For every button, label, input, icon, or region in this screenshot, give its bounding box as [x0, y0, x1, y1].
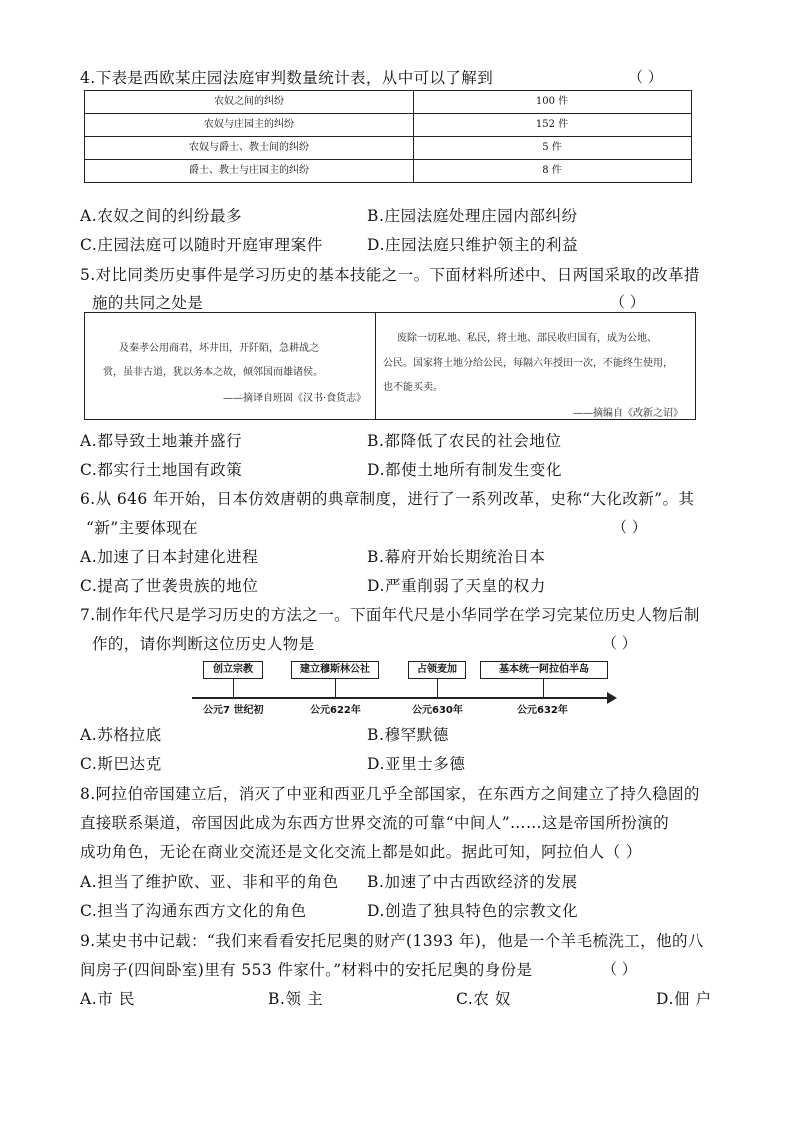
timeline-date: 公元630年 — [412, 705, 463, 716]
q6-answer-paren: （ ） — [612, 518, 647, 536]
timeline-event: 占领麦加 — [408, 661, 466, 679]
q5-option-c: C.都实行土地国有政策 — [80, 461, 243, 479]
q5-stem-line1: 5.对比同类历史事件是学习历史的基本技能之一。下面材料所述中、日两国采取的改革措 — [80, 266, 700, 284]
table-row — [85, 160, 691, 183]
table-cell-count: 5 件 — [542, 142, 562, 153]
q8-option-a: A.担当了维护欧、亚、非和平的角色 — [80, 873, 339, 891]
timeline-date: 公元7 世纪初 — [203, 705, 264, 716]
table-cell-count: 152 件 — [535, 119, 569, 130]
q4-option-b: B.庄园法庭处理庄园内部纠纷 — [367, 207, 578, 225]
q9-option-d: D.佃 户 — [656, 990, 712, 1008]
q5-stem-line2: 施的共同之处是 — [92, 294, 204, 312]
material-right-source: ——摘编自《改新之诏》 — [573, 408, 683, 419]
q9-option-c: C.农 奴 — [456, 990, 512, 1008]
material-right-line2: 公民。国家将土地分给公民，每隔六年授田一次，不能终生使用， — [383, 358, 673, 369]
q6-stem-line1: 6.从 646 年开始，日本仿效唐朝的典章制度，进行了一系列改革，史称“大化改新”。其 — [80, 490, 695, 508]
timeline-connector — [437, 679, 438, 697]
q5-material-box — [84, 312, 696, 420]
table-row — [85, 114, 691, 137]
timeline-arrow-icon — [607, 692, 617, 704]
material-left-source: ——摘译自班固《汉书·食货志》 — [223, 393, 367, 404]
q8-stem-line3: 成功角色，无论在商业交流还是文化交流上都是如此。据此可知，阿拉伯人（ ） — [80, 843, 642, 861]
q9-stem-line2: 间房子(四间卧室)里有 553 件家什。”材料中的安托尼奥的身份是 — [80, 961, 533, 979]
timeline-event: 创立宗教 — [203, 661, 263, 679]
q7-option-d: D.亚里士多德 — [367, 755, 466, 773]
q8-option-b: B.加速了中古西欧经济的发展 — [367, 873, 578, 891]
timeline-event: 建立穆斯林公社 — [291, 661, 379, 679]
table-cell-count: 100 件 — [535, 96, 569, 107]
q9-option-b: B.领 主 — [268, 990, 324, 1008]
q4-option-a: A.农奴之间的纠纷最多 — [80, 207, 243, 225]
material-right-line3: 也不能买卖。 — [383, 382, 443, 393]
table-cell-item: 爵士、教士与庄园主的纠纷 — [85, 160, 414, 183]
timeline-axis — [192, 697, 610, 699]
q5-answer-paren: （ ） — [610, 293, 645, 311]
q6-option-d: D.严重削弱了天皇的权力 — [367, 577, 547, 595]
table-cell-item: 农奴之间的纠纷 — [85, 91, 414, 113]
q5-option-b: B.都降低了农民的社会地位 — [367, 432, 562, 450]
q7-stem-line1: 7.制作年代尺是学习历史的方法之一。下面年代尺是小华同学在学习完某位历史人物后制 — [80, 606, 700, 624]
table-cell-count: 8 件 — [542, 165, 562, 176]
table-cell-item: 农奴与爵士、教士间的纠纷 — [85, 137, 414, 159]
q7-option-c: C.斯巴达克 — [80, 755, 162, 773]
timeline-date: 公元622年 — [310, 705, 361, 716]
q7-stem-line2: 作的，请你判断这位历史人物是 — [92, 635, 315, 653]
q9-option-a: A.市 民 — [80, 990, 136, 1008]
q6-stem-line2: “新”主要体现在 — [86, 519, 199, 537]
q5-option-a: A.都导致土地兼并盛行 — [80, 432, 243, 450]
q8-option-c: C.担当了沟通东西方文化的角色 — [80, 902, 307, 920]
q4-option-c: C.庄园法庭可以随时开庭审理案件 — [80, 236, 323, 254]
q8-option-d: D.创造了独具特色的宗教文化 — [367, 902, 579, 920]
timeline-connector — [335, 679, 336, 697]
q9-stem-line1: 9.某史书中记载：“我们来看看安托尼奥的财产(1393 年)，他是一个羊毛梳洗工，他的八 — [80, 932, 704, 950]
q7-option-a: A.苏格拉底 — [80, 726, 162, 744]
timeline-date: 公元632年 — [517, 705, 568, 716]
table-row — [85, 137, 691, 160]
material-right-line1: 废除一切私地、私民，将土地、部民收归国有，成为公地、 — [397, 333, 657, 344]
q7-answer-paren: （ ） — [602, 634, 637, 652]
table-cell-item: 农奴与庄园主的纠纷 — [85, 114, 414, 136]
material-left-line2: 赏，虽非古道，犹以务本之故，倾邻国而雄诸侯。 — [103, 367, 323, 378]
q5-option-d: D.都使土地所有制发生变化 — [367, 461, 563, 479]
material-divider — [375, 313, 376, 419]
timeline-connector — [233, 679, 234, 697]
timeline-connector — [543, 679, 544, 697]
q4-stem: 4.下表是西欧某庄园法庭审判数量统计表，从中可以了解到 — [80, 69, 494, 87]
q8-stem-line1: 8.阿拉伯帝国建立后，消灭了中亚和西亚几乎全部国家，在东西方之间建立了持久稳固的 — [80, 785, 700, 803]
q6-option-a: A.加速了日本封建化进程 — [80, 548, 259, 566]
q6-option-c: C.提高了世袭贵族的地位 — [80, 577, 259, 595]
q9-answer-paren: （ ） — [602, 960, 637, 978]
material-left-line1: 及秦孝公用商君，坏井田，开阡陌，急耕战之 — [119, 343, 319, 354]
q8-stem-line2: 直接联系渠道，帝国因此成为东西方世界交流的可靠“中间人”……这是帝国所扮演的 — [80, 814, 670, 832]
q4-option-d: D.庄园法庭只维护领主的利益 — [367, 236, 579, 254]
timeline-event: 基本统一阿拉伯半岛 — [480, 661, 608, 679]
q6-option-b: B.幕府开始长期统治日本 — [367, 548, 546, 566]
q4-answer-paren: （ ） — [628, 68, 663, 86]
q7-option-b: B.穆罕默德 — [367, 726, 449, 744]
q4-stat-table — [84, 90, 692, 183]
table-row — [85, 91, 691, 114]
